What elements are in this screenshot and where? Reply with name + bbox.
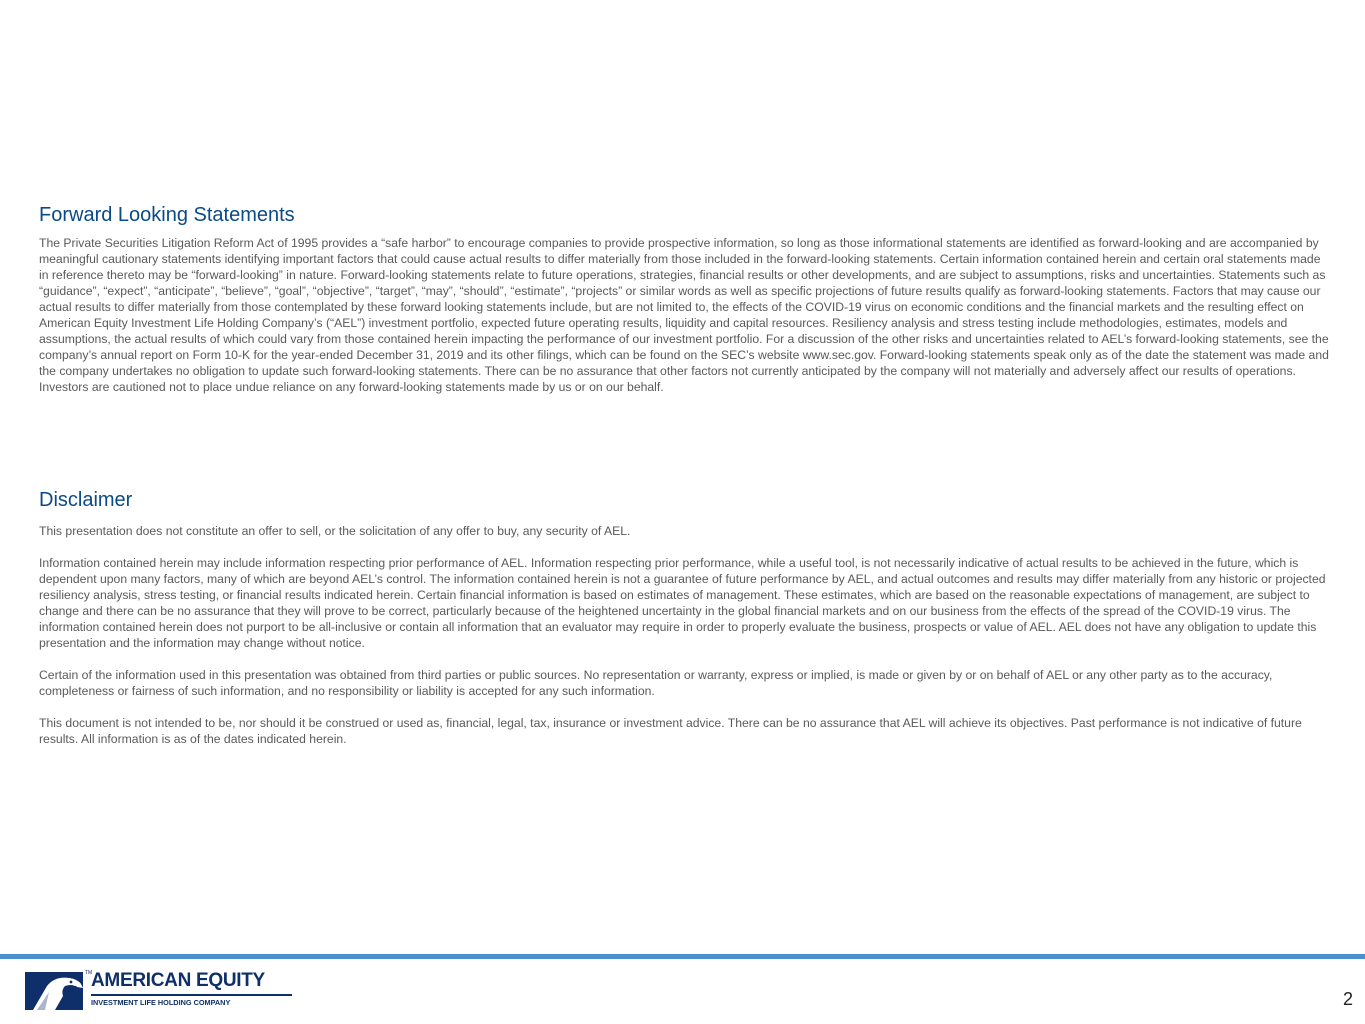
eagle-icon <box>25 970 85 1010</box>
disclaimer-paragraph: Information contained herein may include information respecting prior performance of AEL. Information respecting prior performance, while a useful tool, is not necessarily indicative of actual results to be achieved in the future, which is dependent upon many factors, many of which are beyond AEL’s control. The information contained herein is not a guarantee of future performance by AEL, and actual outcomes and results may differ materially from any historic or projected resiliency analysis, stress testing, or financial results indicated herein. Certain financial information is based on estimates of management. These estimates, which are based on the reasonable expectations of management, are subject to change and there can be no assurance that they will prove to be correct, particularly because of the heightened uncertainty in the global financial markets and on our business from the effects of the spread of the COVID-19 virus. The information contained herein does not purport to be all-inclusive or contain all information that an evaluator may require in order to properly evaluate the business, prospects or value of AEL. AEL does not have any obligation to update this presentation and the information may change without notice. <box>39 556 1326 650</box>
disclaimer-paragraph: This presentation does not constitute an offer to sell, or the solicitation of any offer to buy, any security of AEL. <box>39 524 631 538</box>
disclaimer-paragraph: Certain of the information used in this presentation was obtained from third parties or public sources. No representation or warranty, express or implied, is made or given by or on behalf of AEL or any other party as to the accuracy, completeness or fairness of such information, and no responsibility or liability is accepted for any such information. <box>39 668 1273 698</box>
logo-wordmark: AMERICAN EQUITY <box>91 970 265 991</box>
company-logo: TM AMERICAN EQUITY INVESTMENT LIFE HOLDING COMPANY <box>25 970 275 1012</box>
disclaimer-body <box>39 523 1331 763</box>
logo-divider <box>91 994 292 996</box>
disclaimer-paragraph: This document is not intended to be, nor should it be construed or used as, financial, legal, tax, insurance or investment advice. There can be no assurance that AEL will achieve its objectives. Past performance is not indicative of future results. All information is as of the dates indicated herein. <box>39 716 1302 746</box>
logo-tagline: INVESTMENT LIFE HOLDING COMPANY <box>91 998 231 1007</box>
forward-looking-title: Forward Looking Statements <box>39 204 295 226</box>
forward-looking-body: The Private Securities Litigation Reform Act of 1995 provides a “safe harbor” to encourage companies to provide prospective information, so long as those informational statements are identified as forward-looking and are accompanied by meaningful cautionary statements identifying important factors that could cause actual results to differ materially from those included in the forward-looking statements. Certain information contained herein and certain oral statements made in reference thereto may be “forward-looking” in nature. Forward-looking statements relate to future operations, strategies, financial results or other developments, and are subject to assumptions, risks and uncertainties. Statements such as “guidance”, “expect”, “anticipate”, “believe”, “goal”, “objective”, “target”, “may”, “should”, “estimate”, “projects” or similar words as well as specific projections of future results qualify as forward-looking statements. Factors that may cause our actual results to differ materially from those contemplated by these forward looking statements include, but are not limited to, the effects of the COVID-19 virus on economic conditions and the financial markets and the resulting effect on American Equity Investment Life Holding Company’s (“AEL”) investment portfolio, expected future operating results, liquidity and capital resources. Resiliency analysis and stress testing include methodologies, estimates, models and assumptions, the actual results of which could vary from those contained herein impacting the performance of our investment portfolio. For a discussion of the other risks and uncertainties related to AEL’s forward-looking statements, see the company’s annual report on Form 10-K for the year-ended December 31, 2019 and its other filings, which can be found on the SEC’s website www.sec.gov. Forward-looking statements speak only as of the date the statement was made and the company undertakes no obligation to update such forward-looking statements. There can be no assurance that other factors not currently anticipated by the company will not materially and adversely affect our results of operations. Investors are cautioned not to place undue reliance on any forward-looking statements made by us or on our behalf. <box>39 236 1329 394</box>
footer-divider <box>0 954 1365 959</box>
disclaimer-title: Disclaimer <box>39 489 133 511</box>
page-number: 2 <box>1342 989 1353 1009</box>
